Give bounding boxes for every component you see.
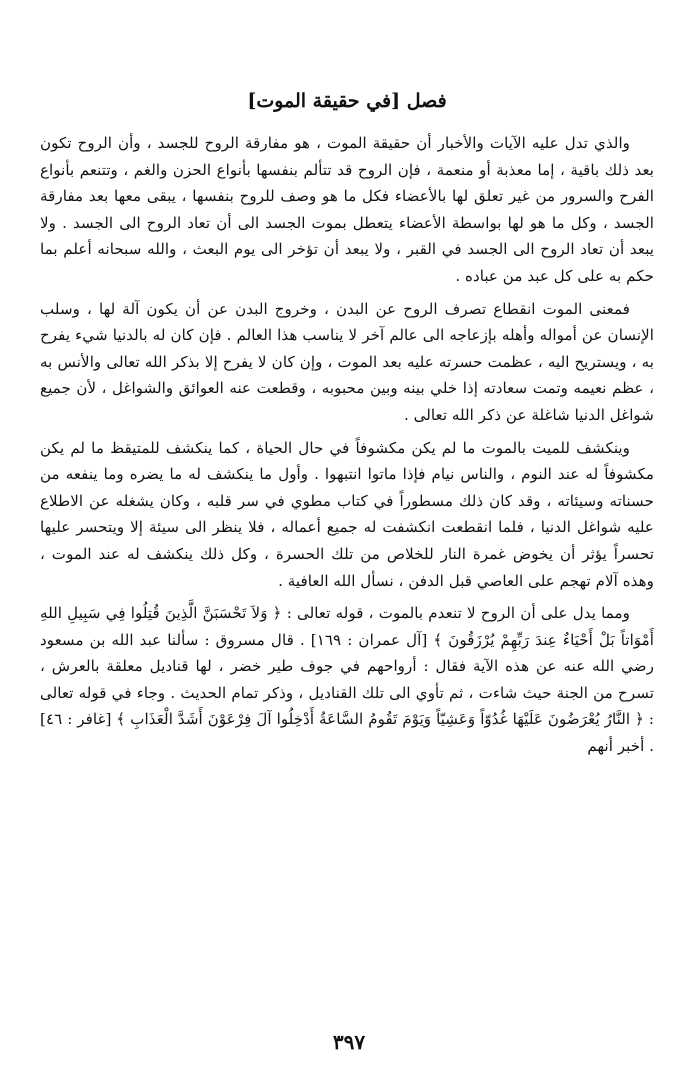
paragraph: ومما يدل على أن الروح لا تنعدم بالموت ، قوله تعالى : ﴿ وَلاَ تَحْسَبَنَّ الَّذِينَ قُتِلُوا فِي سَبِيلِ اللهِ أَمْوَاتاً بَلْ أَحْيَاءٌ عِندَ رَبِّهِمْ يُرْزَقُونَ ﴾ [آل عمران : ١٦٩] . قال مسروق : سألنا عبد الله بن مسعود رضي الله عنه عن هذه الآية فقال : أرواحهم في جوف طير خضر ، لها قناديل معلقة بالعرش ، تسرح من الجنة حيث شاءت ، ثم تأوي الى تلك القناديل ، وذكر تمام الحديث . وجاء في قوله تعالى : ﴿ النَّارُ يُعْرَضُونَ عَلَيْهَا غُدُوّاً وَعَشِيّاً وَيَوْمَ تَقُومُ السَّاعَةُ أَدْخِلُوا آلَ فِرْعَوْنَ أَشَدَّ الْعَذَابِ ﴾ [غافر : ٤٦] . أخبر أنهم [40, 604, 654, 756]
paragraph: وينكشف للميت بالموت ما لم يكن مكشوفاً في حال الحياة ، كما ينكشف للمتيقظ ما لم يكن مكشوفاً له عند النوم ، والناس نيام فإذا ماتوا انتبهوا . وأول ما ينكشف له ما يضره وما ينفعه من حسناته وسيئاته ، وقد كان ذلك مسطوراً في كتاب مطوي في سر قلبه ، وكان يشغله عن الاطلاع عليه شواغل الدنيا ، فلما انقطعت انكشفت له جميع أعماله ، فلا ينظر الى سيئة إلا ويتحسر عليها تحسراً يؤثر أن يخوض غمرة النار للخلاص من تلك الحسرة ، وكل ذلك ينكشف له عند الموت ، وهذه آلام تهجم على العاصي قبل الدفن ، نسأل الله العافية . [40, 438, 654, 590]
section-heading: فصل [في حقيقة الموت] [247, 90, 447, 112]
paragraph: فمعنى الموت انقطاع تصرف الروح عن البدن ، وخروج البدن عن أن يكون آلة لها ، وسلب الإنسان عن أمواله وأهله بإزعاجه الى عالم آخر لا يناسب هذا العالم . فإن كان له بالدنيا شيء يفرح به ، ويستريح اليه ، عظمت حسرته عليه بعد الموت ، وإن كان لا يفرح إلا بذكر الله تعالى والأنس به ، عظم نعيمه وتمت سعادته إذا خلي بينه وبين محبوبه ، وقطعت عنه العوائق والشواغل ، لأن جميع شواغل الدنيا شاغلة عن ذكر الله تعالى . [40, 299, 654, 424]
paragraph: والذي تدل عليه الآيات والأخبار أن حقيقة الموت ، هو مفارقة الروح للجسد ، وأن الروح تكون بعد ذلك باقية ، إما معذبة أو منعمة ، فإن الروح قد تتألم بنفسها بأنواع الحزن والغم ، وتتنعم بأنواع الفرح والسرور من غير تعلق لها بالأعضاء فكل ما هو وصف للروح بنفسها ، يبقى معها بعد مفارقة الجسد ، وكل ما هو لها بواسطة الأعضاء يتعطل بموت الجسد الى أن تعاد الروح الى الجسد . ولا يبعد أن تعاد الروح الى الجسد في القبر ، ولا يبعد أن تؤخر الى يوم البعث ، والله سبحانه أعلم بما حكم به على كل عبد من عباده . [40, 134, 654, 285]
page-body [40, 130, 654, 760]
page-number: ٣٩٧ [332, 1030, 366, 1054]
